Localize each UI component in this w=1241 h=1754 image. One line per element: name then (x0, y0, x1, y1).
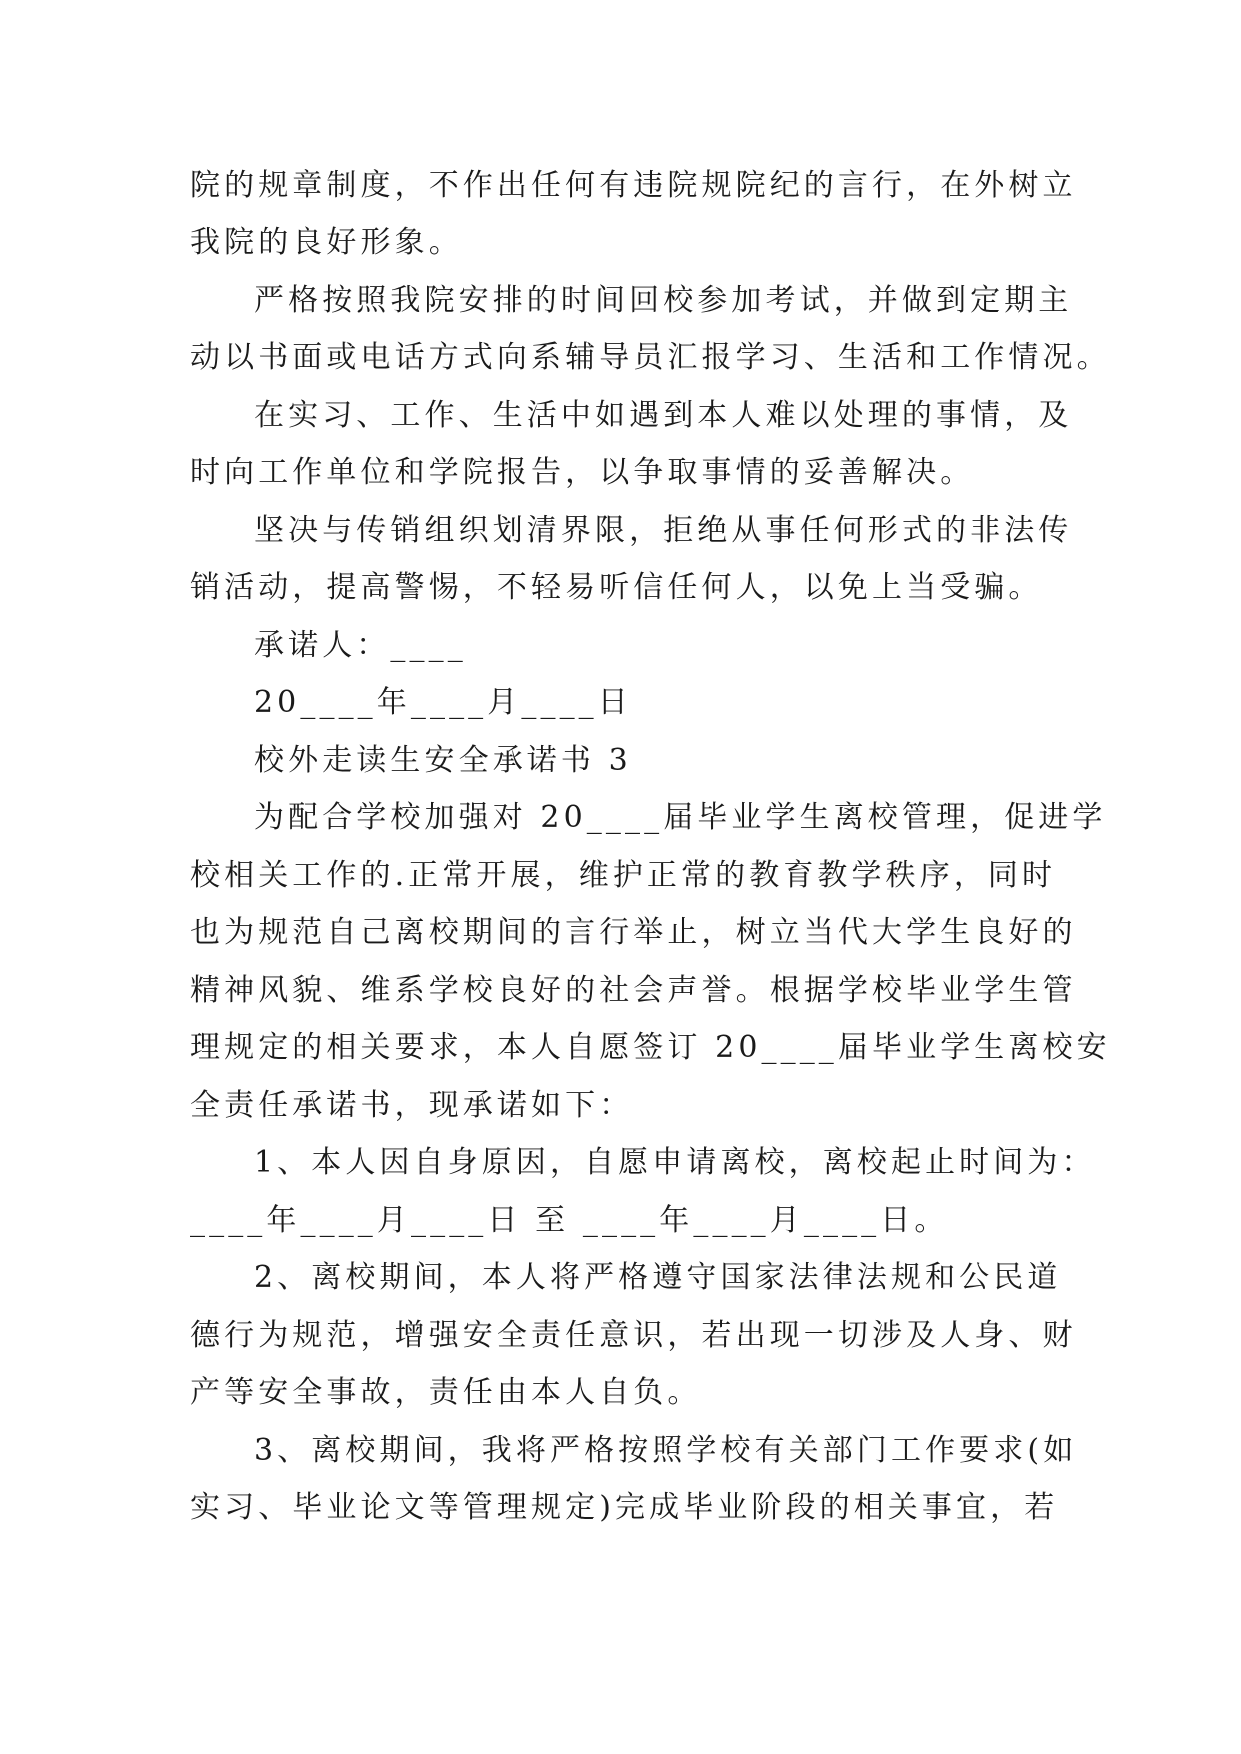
text-line: 产等安全事故，责任由本人自负。 (190, 1375, 702, 1410)
text-line: 坚决与传销组织划清界限，拒绝从事任何形式的非法传 (254, 513, 1073, 548)
text-line: 时向工作单位和学院报告，以争取事情的妥善解决。 (190, 455, 975, 490)
text-line: 为配合学校加强对 20____届毕业学生离校管理，促进学 (254, 800, 1107, 835)
text-line: 理规定的相关要求，本人自愿签订 20____届毕业学生离校安 (190, 1030, 1111, 1065)
section-heading: 校外走读生安全承诺书 3 (254, 743, 632, 778)
text-line: 全责任承诺书，现承诺如下： (190, 1088, 634, 1123)
text-line: 我院的良好形象。 (190, 225, 463, 260)
date-line: 20____年____月____日 (254, 685, 632, 720)
signatory-line: 承诺人：____ (254, 628, 467, 663)
text-line: 在实习、工作、生活中如遇到本人难以处理的事情，及 (254, 398, 1073, 433)
text-line: 严格按照我院安排的时间回校参加考试，并做到定期主 (254, 283, 1073, 318)
text-line: 销活动，提高警惕，不轻易听信任何人，以免上当受骗。 (190, 570, 1043, 605)
text-line: ____年____月____日 至 ____年____月____日。 (190, 1203, 949, 1238)
text-line: 3、离校期间，我将严格按照学校有关部门工作要求(如 (254, 1433, 1078, 1468)
text-line: 校相关工作的.正常开展，维护正常的教育教学秩序，同时 (190, 858, 1057, 893)
text-line: 精神风貌、维系学校良好的社会声誉。根据学校毕业学生管 (190, 973, 1077, 1008)
text-line: 德行为规范，增强安全责任意识，若出现一切涉及人身、财 (190, 1318, 1077, 1353)
text-line: 院的规章制度，不作出任何有违院规院纪的言行，在外树立 (190, 168, 1077, 203)
text-line: 也为规范自己离校期间的言行举止，树立当代大学生良好的 (190, 915, 1077, 950)
text-line: 1、本人因自身原因，自愿申请离校，离校起止时间为： (254, 1145, 1096, 1180)
text-line: 实习、毕业论文等管理规定)完成毕业阶段的相关事宜，若 (190, 1490, 1059, 1525)
text-line: 动以书面或电话方式向系辅导员汇报学习、生活和工作情况。 (190, 340, 1111, 375)
text-line: 2、离校期间，本人将严格遵守国家法律法规和公民道 (254, 1260, 1062, 1295)
